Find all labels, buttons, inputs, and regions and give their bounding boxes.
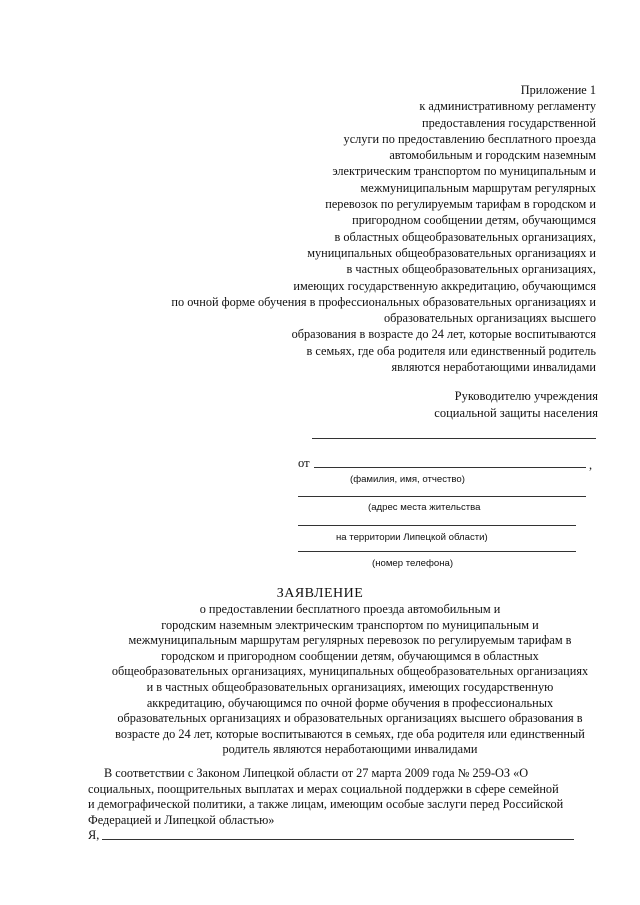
statement-line: образовательных организациях и образовательных организациях высшего образования в — [117, 711, 583, 726]
statement-line: городским наземным электрическим транспортом по муниципальным и — [161, 617, 539, 632]
address-field-2[interactable] — [298, 525, 576, 526]
paragraph-line: Федерацией и Липецкой областью» — [88, 812, 275, 827]
appendix-line: автомобильным и городским наземным — [389, 148, 596, 163]
comma: , — [589, 458, 593, 472]
appendix-line: межмуниципальным маршрутам регулярных — [360, 180, 596, 195]
appendix-line: Приложение 1 — [520, 83, 596, 97]
appendix-line: образовательных организациях высшего — [383, 311, 596, 326]
appendix-header — [116, 82, 596, 375]
appendix-line: к административному регламенту — [419, 99, 596, 114]
statement-line: возрасте до 24 лет, которые воспитываются в семьях, где оба родителя или единственный — [115, 726, 585, 741]
statement-line: общеобразовательных организациях, муниципальных общеобразовательных организациях — [111, 664, 589, 679]
appendix-line: образования в возрасте до 24 лет, которые воспитываются — [291, 327, 596, 342]
statement-line: межмуниципальным маршрутам регулярных перевозок по регулируемым тарифам в — [128, 633, 572, 648]
territory-label: на территории Липецкой области) — [336, 532, 488, 543]
addressee-block — [434, 388, 598, 422]
statement-subject — [88, 602, 612, 758]
phone-field[interactable] — [298, 551, 576, 552]
appendix-line: в частных общеобразовательных организациях, — [346, 262, 596, 277]
appendix-line: муниципальных общеобразовательных организациях и — [307, 245, 596, 260]
name-field-label: (фамилия, имя, отчество) — [350, 474, 465, 485]
statement-line: и в частных общеобразовательных организациях, имеющих государственную — [146, 679, 554, 694]
statement-title: ЗАЯВЛЕНИЕ — [276, 586, 364, 601]
paragraph-line: и демографической политики, а также лицам, имеющим особые заслуги перед Российской — [88, 797, 564, 812]
addressee-line: социальной защиты населения — [434, 406, 598, 420]
paragraph-line: социальных, поощрительных выплатах и мерах социальной поддержки в сфере семейной — [88, 781, 559, 796]
appendix-line: услуги по предоставлению бесплатного проезда — [343, 131, 596, 146]
ja-label: Я, — [88, 828, 100, 842]
body-paragraph — [88, 766, 612, 828]
statement-line: аккредитацию, обучающимся по очной форме обучения в профессиональных — [146, 695, 554, 710]
institution-name-field[interactable] — [312, 438, 596, 439]
addressee-line: Руководителю учреждения — [454, 389, 598, 403]
address-field[interactable] — [298, 496, 586, 497]
from-label: от — [298, 456, 310, 470]
appendix-line: в семьях, где оба родителя или единственный родитель — [306, 343, 596, 358]
applicant-name-field[interactable] — [314, 467, 586, 468]
appendix-line: в областных общеобразовательных организациях, — [334, 229, 596, 244]
appendix-line: перевозок по регулируемым тарифам в городском и — [325, 197, 596, 212]
appendix-line: по очной форме обучения в профессиональных образовательных организациях и — [171, 294, 596, 309]
appendix-line: являются неработающими инвалидами — [391, 360, 596, 375]
address-field-label: (адрес места жительства — [368, 502, 481, 513]
statement-line: о предоставлении бесплатного проезда автомобильным и — [199, 602, 501, 616]
appendix-line: имеющих государственную аккредитацию, обучающимся — [293, 278, 596, 293]
paragraph-line: В соответствии с Законом Липецкой области от 27 марта 2009 года № 259-ОЗ «О — [104, 766, 529, 780]
phone-field-label: (номер телефона) — [372, 558, 454, 569]
appendix-line: электрическим транспортом по муниципальным и — [332, 164, 596, 179]
applicant-statement-field[interactable] — [102, 839, 574, 840]
appendix-line: предоставления государственной — [422, 115, 596, 130]
statement-line: родитель являются неработающими инвалидами — [222, 742, 478, 757]
statement-line: городском и пригородном сообщении детям, обучающимся в областных — [161, 648, 539, 663]
appendix-line: пригородном сообщении детям, обучающимся — [352, 213, 596, 228]
